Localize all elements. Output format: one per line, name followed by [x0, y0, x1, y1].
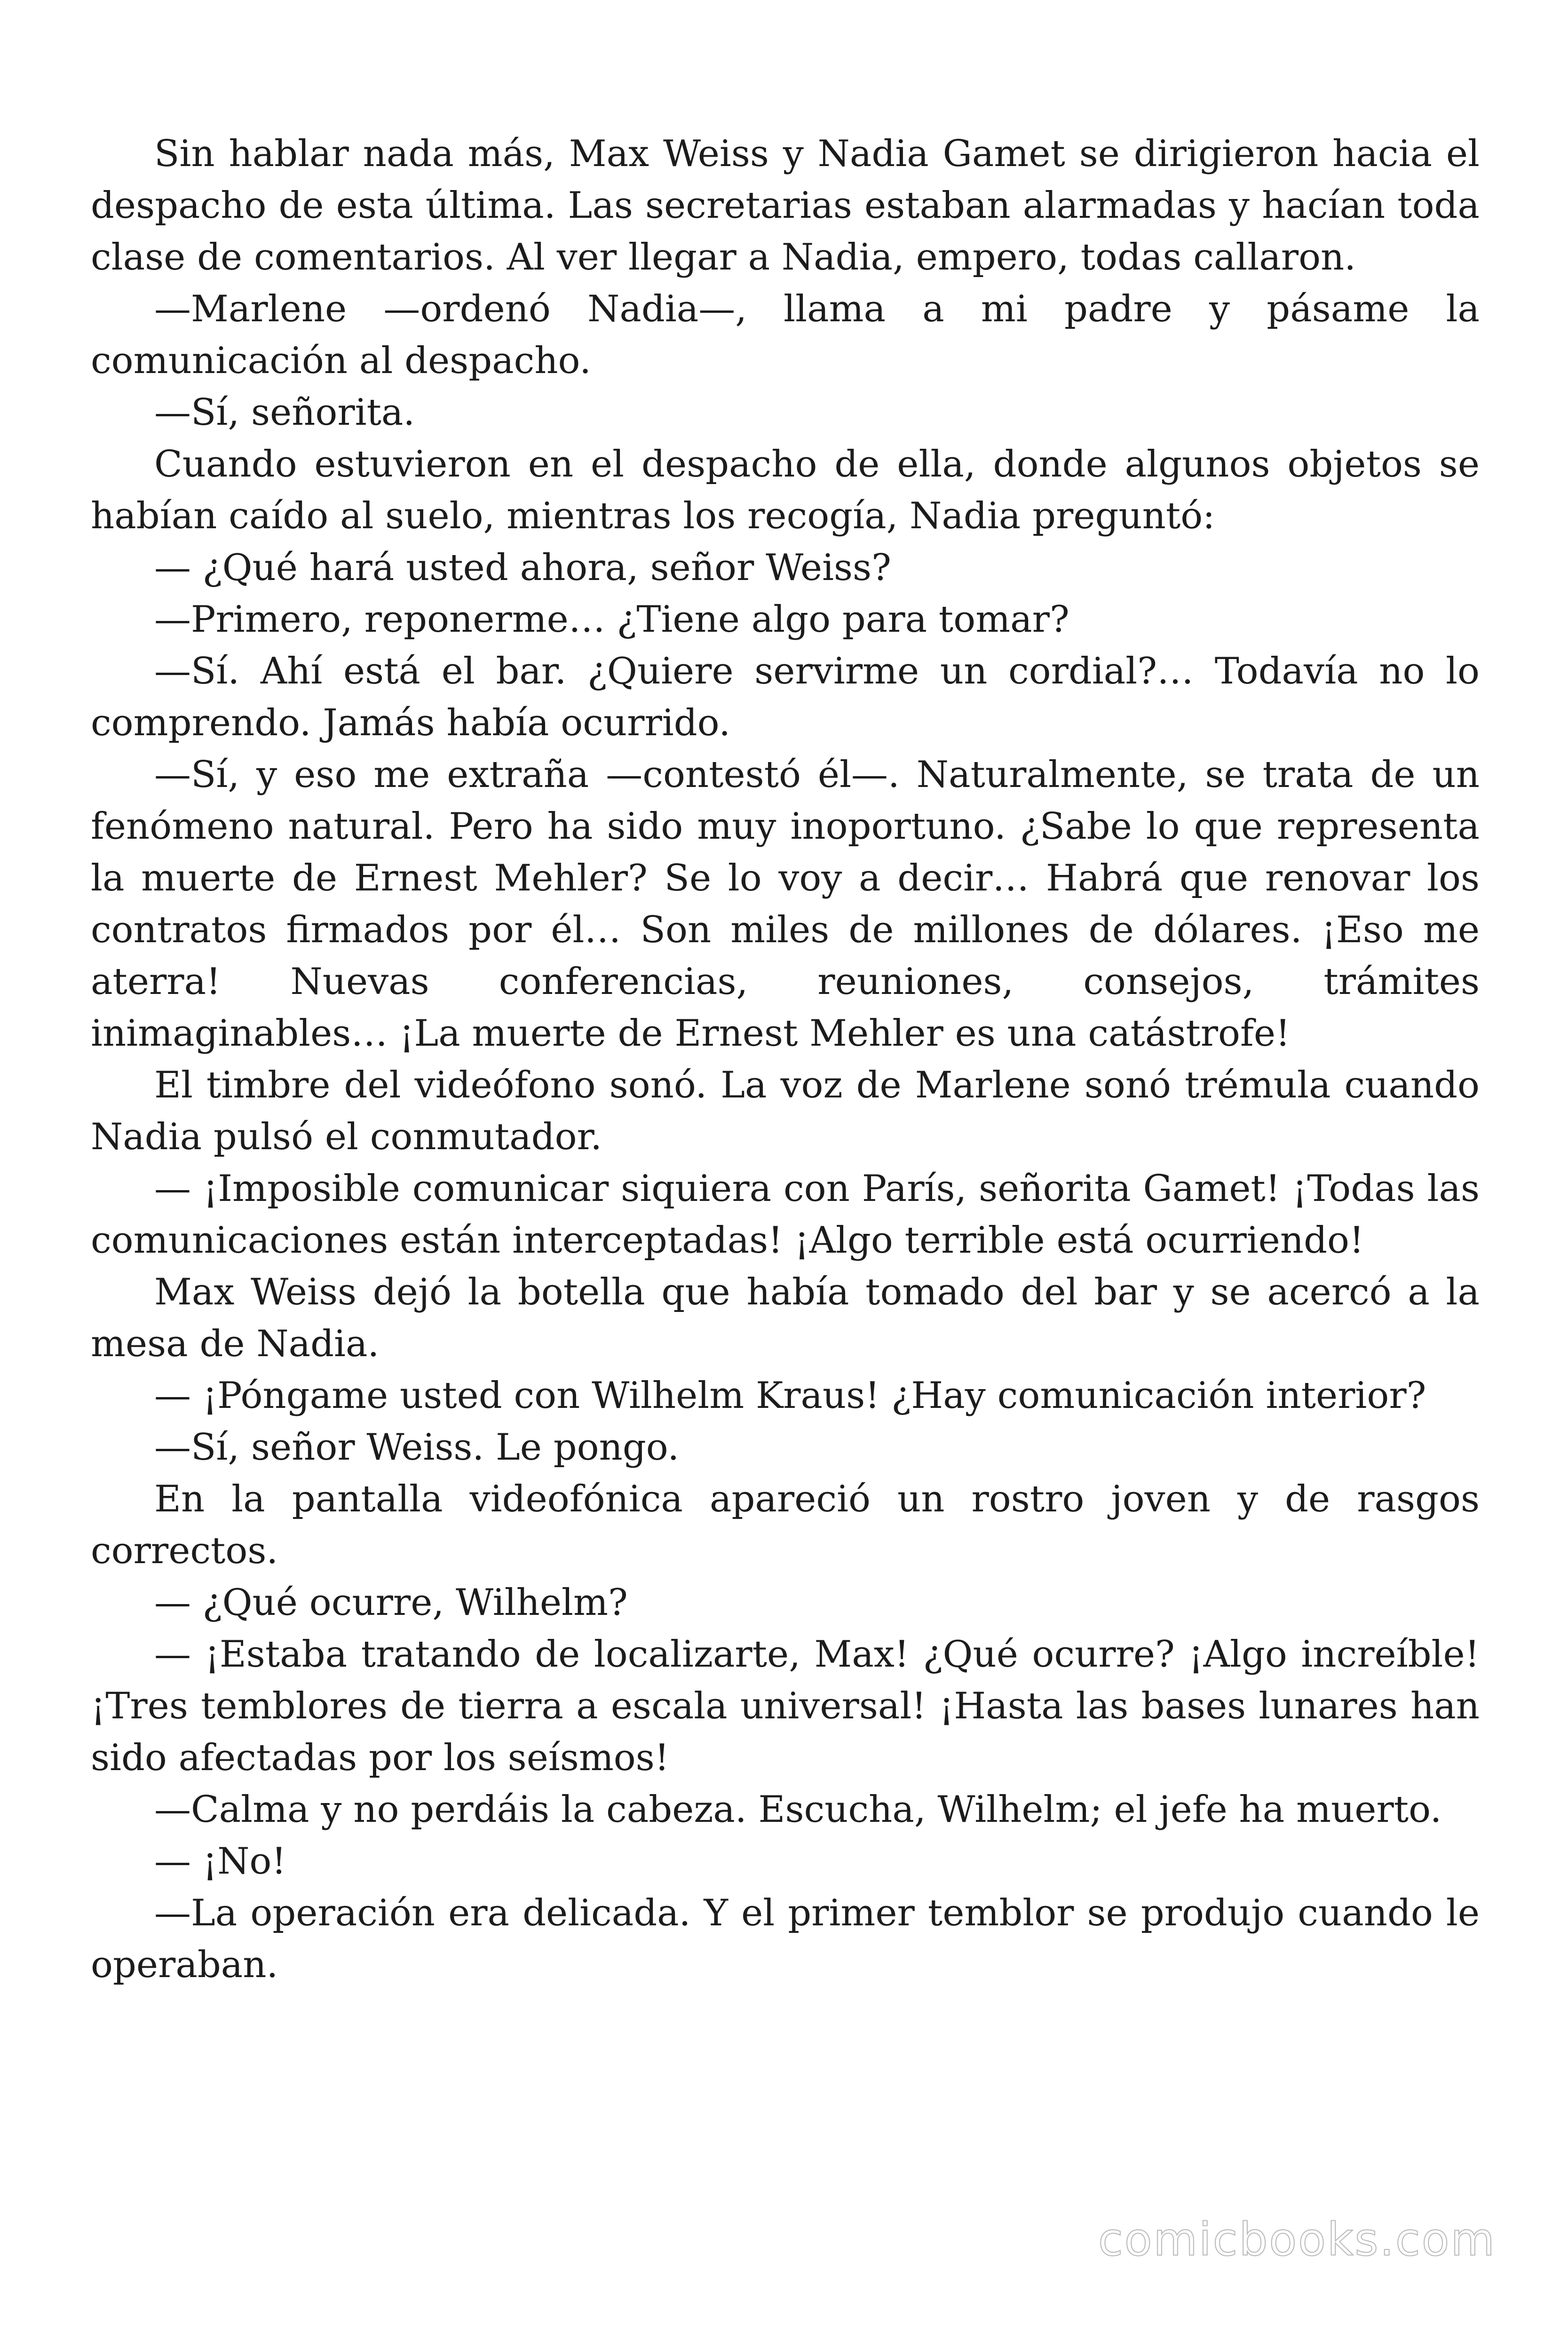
paragraph: Max Weiss dejó la botella que había tomado del bar y se acercó a la mesa de Nadia. [91, 1271, 1480, 1365]
paragraph: — ¡No! [154, 1840, 286, 1883]
paragraph: —Sí. Ahí está el bar. ¿Quiere servirme un cordial?… Todavía no lo comprendo. Jamás había ocurrido. [91, 650, 1480, 744]
paragraph: —La operación era delicada. Y el primer temblor se produjo cuando le operaban. [91, 1892, 1480, 1986]
paragraph: — ¡Póngame usted con Wilhelm Kraus! ¿Hay comunicación interior? [154, 1375, 1426, 1417]
paragraph: Cuando estuvieron en el despacho de ella, donde algunos objetos se habían caído al suelo, mientras los recogía, Nadia preguntó: [91, 443, 1480, 537]
paragraph: — ¡Imposible comunicar siquiera con París, señorita Gamet! ¡Todas las comunicaciones están interceptadas! ¡Algo terrible está ocurriendo! [91, 1168, 1480, 1262]
watermark: comicbooks.com [1098, 2213, 1496, 2266]
paragraph: — ¿Qué ocurre, Wilhelm? [154, 1581, 628, 1624]
paragraph: —Primero, reponerme… ¿Tiene algo para tomar? [154, 598, 1069, 641]
paragraph: Sin hablar nada más, Max Weiss y Nadia Gamet se dirigieron hacia el despacho de esta última. Las secretarias estaban alarmadas y hacían toda clase de comentarios. Al ver llegar a Nadia, empero, todas callaron. [91, 133, 1480, 278]
paragraph: El timbre del videófono sonó. La voz de Marlene sonó trémula cuando Nadia pulsó el conmutador. [91, 1064, 1480, 1158]
paragraph: En la pantalla videofónica apareció un rostro joven y de rasgos correctos. [91, 1478, 1480, 1572]
paragraph: —Calma y no perdáis la cabeza. Escucha, Wilhelm; el jefe ha muerto. [154, 1788, 1442, 1831]
paragraph: —Sí, señor Weiss. Le pongo. [154, 1426, 680, 1469]
book-page-text [91, 128, 1480, 1991]
paragraph: —Marlene —ordenó Nadia—, llama a mi padre y pásame la comunicación al despacho. [91, 288, 1480, 382]
paragraph: — ¡Estaba tratando de localizarte, Max! ¿Qué ocurre? ¡Algo increíble! ¡Tres temblores de tierra a escala universal! ¡Hasta las bases lunares han sido afectadas por los seísmos! [91, 1633, 1480, 1779]
paragraph: —Sí, señorita. [154, 391, 415, 434]
paragraph: — ¿Qué hará usted ahora, señor Weiss? [154, 547, 891, 589]
paragraph: —Sí, y eso me extraña —contestó él—. Naturalmente, se trata de un fenómeno natural. Pero ha sido muy inoportuno. ¿Sabe lo que representa la muerte de Ernest Mehler? Se lo voy a decir… Habrá que renovar los contratos firmados por él… Son miles de millones de dólares. ¡Eso me aterra! Nuevas conferencias, reuniones, consejos, trámites inimaginables… ¡La muerte de Ernest Mehler es una catástrofe! [91, 754, 1480, 1055]
